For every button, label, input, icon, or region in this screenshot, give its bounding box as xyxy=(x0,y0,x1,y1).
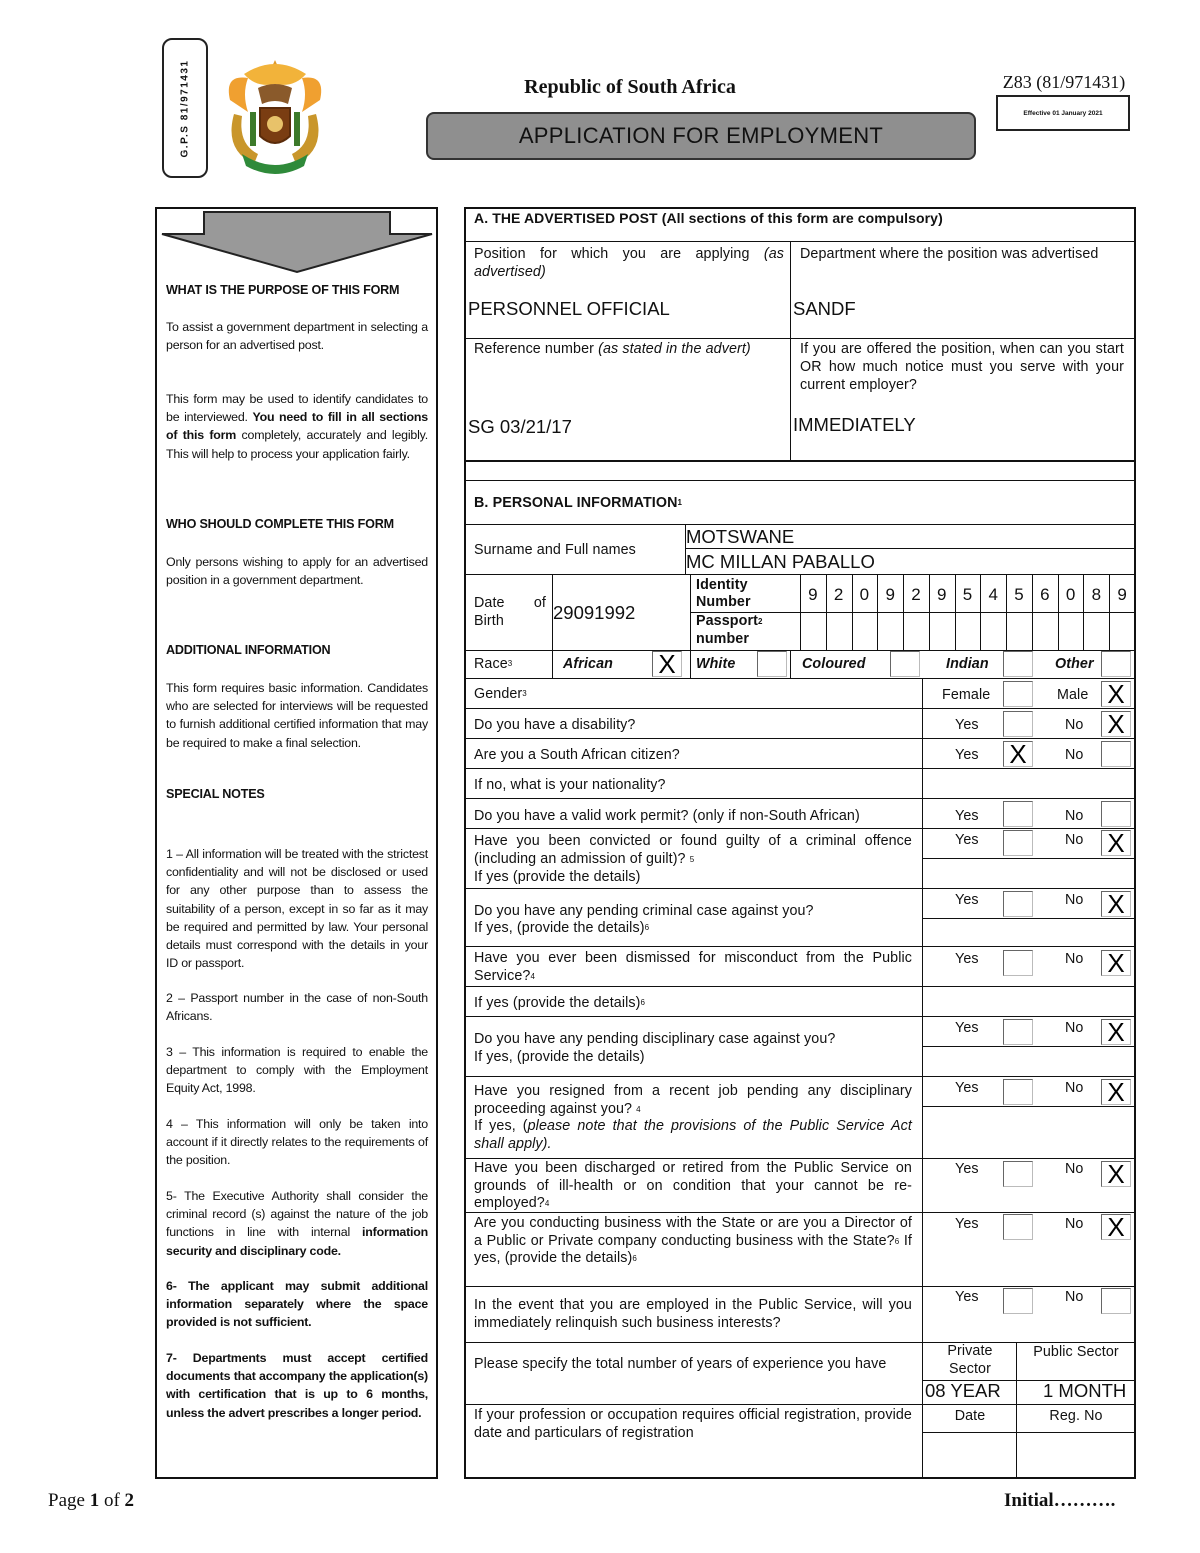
footnote-ref: 4 xyxy=(544,1199,550,1208)
registration-number-label: Reg. No xyxy=(1049,1408,1103,1424)
yes-label: Yes xyxy=(955,1020,979,1036)
yes-label: Yes xyxy=(955,951,979,967)
registration-date-label: Date xyxy=(954,1408,986,1424)
rule xyxy=(464,888,1136,889)
rule xyxy=(464,708,1136,709)
no-label: No xyxy=(1065,1289,1084,1305)
discharged-no-checkbox[interactable] xyxy=(1101,1161,1131,1187)
passport-label-2: number xyxy=(696,631,750,647)
yes-label: Yes xyxy=(955,1080,979,1096)
rule xyxy=(922,1106,1135,1107)
rule xyxy=(790,650,791,678)
position-label-italic: (as advertised) xyxy=(474,246,784,280)
check-mark-icon: X xyxy=(1009,739,1027,769)
footnote-ref: 6 xyxy=(894,1236,900,1246)
page-number xyxy=(48,1490,134,1512)
pending-criminal-details xyxy=(474,919,649,937)
citizen-yes-checkbox[interactable] xyxy=(1003,741,1033,767)
footnote-ref: 2 xyxy=(757,617,763,626)
note-3: 3 – This information is required to enable the department to comply with the Employment Equity Act, 1998. xyxy=(166,1045,428,1096)
id-digit: 2 xyxy=(833,585,844,604)
race-other-checkbox[interactable] xyxy=(1101,651,1131,677)
usage-bold: You need to fill in all sections of this form xyxy=(166,410,428,443)
section-b-heading-text: B. PERSONAL INFORMATION xyxy=(474,495,678,511)
resigned-question-text: Have you resigned from a recent job pending any disciplinary proceeding against you? xyxy=(474,1083,912,1117)
footnote-ref: 1 xyxy=(677,498,683,507)
id-digit: 5 xyxy=(962,585,973,604)
permit-question: Do you have a valid work permit? (only if non-South African) xyxy=(474,808,860,824)
relinquish-question: In the event that you are employed in the Public Service, will you immediately relinquish such business interests? xyxy=(474,1297,912,1331)
rule xyxy=(464,524,1136,525)
race-coloured-checkbox[interactable] xyxy=(890,651,920,677)
race-indian-label: Indian xyxy=(946,656,989,672)
footnote-ref: 6 xyxy=(632,1254,637,1263)
note-5 xyxy=(166,1187,428,1260)
section-a-heading: A. THE ADVERTISED POST (All sections of this form are compulsory) xyxy=(474,210,943,226)
race-african-label: African xyxy=(563,656,613,672)
no-label: No xyxy=(1065,832,1084,848)
gps-code-box xyxy=(162,38,208,178)
coat-of-arms-icon xyxy=(214,54,336,178)
female-label: Female xyxy=(942,687,991,703)
rule xyxy=(1016,1342,1017,1478)
no-label: No xyxy=(1065,808,1084,824)
id-cell-divider xyxy=(1135,574,1136,650)
passport-label xyxy=(696,613,763,630)
usage-text-2: completely, accurately and legibly. This will help to process your application fairly. xyxy=(166,428,428,461)
no-label: No xyxy=(1065,717,1084,733)
check-mark-icon: X xyxy=(658,649,676,679)
page-total: 2 xyxy=(124,1490,135,1511)
citizen-no-checkbox[interactable] xyxy=(1101,741,1131,767)
id-digit: 6 xyxy=(1040,585,1050,604)
rule xyxy=(464,460,1136,462)
notice-value[interactable]: IMMEDIATELY xyxy=(793,414,916,435)
business-yes-checkbox[interactable] xyxy=(1003,1214,1033,1240)
reference-value[interactable]: SG 03/21/17 xyxy=(468,416,572,437)
convicted-no-checkbox[interactable] xyxy=(1101,830,1131,856)
check-mark-icon: X xyxy=(1107,1017,1125,1047)
private-sector-value[interactable]: 08 YEAR xyxy=(925,1380,1001,1401)
note-6: 6- The applicant may submit additional information separately where the space provided is not sufficient. xyxy=(166,1279,428,1330)
usage-text xyxy=(166,390,428,463)
no-label: No xyxy=(1065,951,1084,967)
page-current: 1 xyxy=(89,1490,100,1511)
convicted-yes-checkbox[interactable] xyxy=(1003,830,1033,856)
note-4: 4 – This information will only be taken into account if it directly relates to the requirements of the position. xyxy=(166,1117,428,1168)
disciplinary-question: Do you have any pending disciplinary case against you? xyxy=(474,1031,836,1047)
id-digit: 9 xyxy=(936,585,947,604)
no-label: No xyxy=(1065,1080,1084,1096)
who-heading: WHO SHOULD COMPLETE THIS FORM xyxy=(166,517,394,531)
arrow-down-icon xyxy=(158,210,436,274)
gps-code: G.P.S 81/971431 xyxy=(179,59,191,157)
business-question-text: Are you conducting business with the State or are you a Director of a Public or Private company conducting business with the State? xyxy=(474,1215,912,1249)
pending-criminal-question: Do you have any pending criminal case against you? xyxy=(474,903,814,919)
check-mark-icon: X xyxy=(1107,1159,1125,1189)
rule xyxy=(922,1432,1135,1433)
usage-text-1: This form may be used to identify candidates to be interviewed. xyxy=(166,392,428,425)
effective-date: Effective 01 January 2021 xyxy=(996,95,1130,131)
rule xyxy=(790,241,791,461)
resigned-no-checkbox[interactable] xyxy=(1101,1079,1131,1105)
no-label: No xyxy=(1065,1216,1084,1232)
dismissed-no-checkbox[interactable] xyxy=(1101,950,1131,976)
note-5-bold: information security and disciplinary code. xyxy=(166,1225,428,1258)
race-white-checkbox[interactable] xyxy=(757,651,787,677)
disciplinary-yes-checkbox[interactable] xyxy=(1003,1019,1033,1045)
disability-question: Do you have a disability? xyxy=(474,717,636,733)
citizen-question: Are you a South African citizen? xyxy=(474,747,680,763)
rule xyxy=(464,798,1136,799)
purpose-heading: WHAT IS THE PURPOSE OF THIS FORM xyxy=(166,283,400,297)
passport-label-text: Passport xyxy=(696,613,758,629)
disability-yes-checkbox[interactable] xyxy=(1003,711,1033,737)
notes-heading: SPECIAL NOTES xyxy=(166,787,265,801)
male-checkbox[interactable] xyxy=(1101,681,1131,707)
discharged-yes-checkbox[interactable] xyxy=(1003,1161,1033,1187)
note-5-text: 5- The Executive Authority shall consider the criminal record (s) against the nature of the job functions in line with internal xyxy=(166,1189,428,1240)
footnote-ref: 3 xyxy=(522,689,527,698)
business-no-checkbox[interactable] xyxy=(1101,1214,1131,1240)
nationality-question: If no, what is your nationality? xyxy=(474,777,666,793)
id-digit: 9 xyxy=(885,585,895,604)
dismissed-details-text: If yes (provide the details) xyxy=(474,995,641,1011)
form-number: Z83 (81/971431) xyxy=(1002,72,1126,92)
rule xyxy=(464,1158,1136,1159)
yes-label: Yes xyxy=(955,892,979,908)
disciplinary-no-checkbox[interactable] xyxy=(1101,1019,1131,1045)
rule xyxy=(464,678,1136,679)
footnote-ref: 4 xyxy=(530,971,535,981)
dismissed-question-text: Have you ever been dismissed for misconduct from the Public Service? xyxy=(474,950,912,984)
gender-label-text: Gender xyxy=(474,686,523,702)
no-label: No xyxy=(1065,1020,1084,1036)
experience-question: Please specify the total number of years of experience you have xyxy=(474,1356,887,1372)
resigned-details xyxy=(474,1118,912,1153)
female-checkbox[interactable] xyxy=(1003,681,1033,707)
surname-value[interactable]: MOTSWANE xyxy=(686,526,795,547)
fullnames-value[interactable]: MC MILLAN PABALLO xyxy=(686,551,875,572)
reference-label xyxy=(474,340,751,358)
yes-label: Yes xyxy=(955,717,979,733)
check-mark-icon: X xyxy=(1107,948,1125,978)
surname-label: Surname and Full names xyxy=(474,542,636,558)
resigned-yes-checkbox[interactable] xyxy=(1003,1079,1033,1105)
check-mark-icon: X xyxy=(1107,709,1125,739)
check-mark-icon: X xyxy=(1107,1077,1125,1107)
rule xyxy=(464,1076,1136,1077)
rule xyxy=(552,574,553,678)
relinquish-no-checkbox[interactable] xyxy=(1101,1288,1131,1314)
position-label xyxy=(474,245,784,281)
resigned-details-italic: please note that the provisions of the Public Service Act shall apply). xyxy=(474,1118,912,1152)
race-african-checkbox[interactable] xyxy=(652,651,682,677)
rule xyxy=(464,828,1136,829)
yes-label: Yes xyxy=(955,1289,979,1305)
department-value[interactable]: SANDF xyxy=(793,298,856,319)
dismissed-question xyxy=(474,950,912,985)
permit-yes-checkbox[interactable] xyxy=(1003,801,1033,827)
rule xyxy=(464,946,1136,947)
footnote-ref: 4 xyxy=(636,1104,641,1114)
note-2: 2 – Passport number in the case of non-South Africans. xyxy=(166,991,428,1024)
note-7: 7- Departments must accept certified documents that accompany the application(s) with certification that is up to 6 months, unless the advert prescribes a longer period. xyxy=(166,1351,428,1420)
footnote-ref: 5 xyxy=(689,854,695,864)
initial-field[interactable]: Initial………. xyxy=(1004,1490,1116,1511)
no-label: No xyxy=(1065,892,1084,908)
race-other-label: Other xyxy=(1055,656,1094,672)
department-label: Department where the position was advertised xyxy=(800,246,1099,262)
id-label: Identity Number xyxy=(696,577,751,610)
rule xyxy=(464,241,1136,242)
section-b-heading xyxy=(474,494,682,512)
pending-criminal-no-checkbox[interactable] xyxy=(1101,891,1131,917)
id-digit: 5 xyxy=(1014,585,1024,604)
no-label: No xyxy=(1065,747,1084,763)
race-label xyxy=(474,655,512,673)
notice-label: If you are offered the position, when can you start OR how much notice must you serve with your current employer? xyxy=(800,341,1124,393)
yes-label: Yes xyxy=(955,808,979,824)
rule xyxy=(685,548,1135,549)
rule xyxy=(464,768,1136,769)
convicted-details: If yes (provide the details) xyxy=(474,869,641,885)
rule xyxy=(922,918,1135,919)
yes-label: Yes xyxy=(955,832,979,848)
private-sector-label: Private Sector xyxy=(947,1343,993,1377)
position-value[interactable]: PERSONNEL OFFICIAL xyxy=(468,298,670,319)
rule xyxy=(464,338,1136,339)
business-details-text: If yes, (provide the details) xyxy=(474,1232,912,1266)
permit-no-checkbox[interactable] xyxy=(1101,801,1131,827)
page-prefix: Page xyxy=(48,1490,90,1511)
business-question xyxy=(474,1215,912,1268)
pending-criminal-yes-checkbox[interactable] xyxy=(1003,891,1033,917)
id-digit: 9 xyxy=(808,585,818,604)
footnote-ref: 6 xyxy=(640,998,646,1007)
resigned-question xyxy=(474,1083,912,1118)
dismissed-details xyxy=(474,994,645,1012)
rule xyxy=(464,650,1136,651)
race-white-label: White xyxy=(696,656,736,672)
rule xyxy=(922,858,1135,859)
male-label: Male xyxy=(1057,687,1089,703)
id-digit: 0 xyxy=(859,585,870,604)
yes-label: Yes xyxy=(955,747,979,763)
race-coloured-label: Coloured xyxy=(802,656,866,672)
note-1: 1 – All information will be treated with the strictest confidentiality and will not be disclosed or used for any other purpose than to assess the suitability of a person, except in so far as it may be required and permitted by law. Your personal details must correspond with the details in your ID or passport. xyxy=(166,847,428,971)
country-name: Republic of South Africa xyxy=(524,76,736,98)
footnote-ref: 3 xyxy=(507,659,513,668)
rule xyxy=(922,678,923,1478)
id-digit: 0 xyxy=(1065,585,1076,604)
disability-no-checkbox[interactable] xyxy=(1101,711,1131,737)
check-mark-icon: X xyxy=(1107,679,1125,709)
rule xyxy=(464,1404,1136,1405)
convicted-question-text: Have you been convicted or found guilty of a criminal offence (including an admission of guilt)? xyxy=(474,833,912,867)
rule xyxy=(464,986,1136,987)
check-mark-icon: X xyxy=(1107,889,1125,919)
registration-question: If your profession or occupation requires official registration, provide date and particulars of registration xyxy=(474,1407,912,1441)
relinquish-yes-checkbox[interactable] xyxy=(1003,1288,1033,1314)
convicted-question xyxy=(474,833,912,868)
check-mark-icon: X xyxy=(1107,828,1125,858)
id-digit: 8 xyxy=(1091,585,1102,604)
yes-label: Yes xyxy=(955,1216,979,1232)
discharged-question-text: Have you been discharged or retired from the Public Service on grounds of ill-health or on condition that your cannot be re-employed? xyxy=(474,1160,912,1211)
who-text: Only persons wishing to apply for an advertised position in a government department. xyxy=(166,555,428,588)
rule xyxy=(464,738,1136,739)
rule xyxy=(922,1046,1135,1047)
rule xyxy=(690,574,691,678)
yes-label: Yes xyxy=(955,1161,979,1177)
id-digit: 2 xyxy=(911,585,921,604)
rule xyxy=(464,480,1136,481)
disciplinary-details: If yes, (provide the details) xyxy=(474,1049,645,1065)
dob-label: Date of Birth xyxy=(474,595,546,629)
additional-text: This form requires basic information. Candidates who are selected for interviews will be requested to furnish additional certified information that may be required to make a final selection. xyxy=(166,681,428,750)
form-title: APPLICATION FOR EMPLOYMENT xyxy=(426,112,976,160)
pending-criminal-details-text: If yes, (provide the details) xyxy=(474,920,645,936)
id-digit: 9 xyxy=(1117,585,1127,604)
race-indian-checkbox[interactable] xyxy=(1003,651,1033,677)
dismissed-yes-checkbox[interactable] xyxy=(1003,950,1033,976)
reference-label-text: Reference number xyxy=(474,341,599,357)
public-sector-label: Public Sector xyxy=(1033,1344,1119,1360)
dob-value[interactable]: 29091992 xyxy=(553,602,636,623)
rule xyxy=(464,1016,1136,1017)
page-of: of xyxy=(99,1490,125,1511)
resigned-details-text: If yes, ( xyxy=(474,1118,528,1134)
position-label-text: Position for which you are applying xyxy=(474,246,764,262)
footnote-ref: 6 xyxy=(644,923,650,932)
purpose-text: To assist a government department in selecting a person for an advertised post. xyxy=(166,320,428,353)
additional-heading: ADDITIONAL INFORMATION xyxy=(166,643,331,657)
check-mark-icon: X xyxy=(1107,1212,1125,1242)
public-sector-value[interactable]: 1 MONTH xyxy=(1043,1380,1127,1401)
discharged-question xyxy=(474,1160,912,1213)
id-digit: 4 xyxy=(988,585,998,604)
reference-label-italic: (as stated in the advert) xyxy=(598,341,751,357)
gender-label xyxy=(474,685,527,703)
rule xyxy=(464,1286,1136,1287)
race-label-text: Race xyxy=(474,656,508,672)
no-label: No xyxy=(1065,1161,1084,1177)
